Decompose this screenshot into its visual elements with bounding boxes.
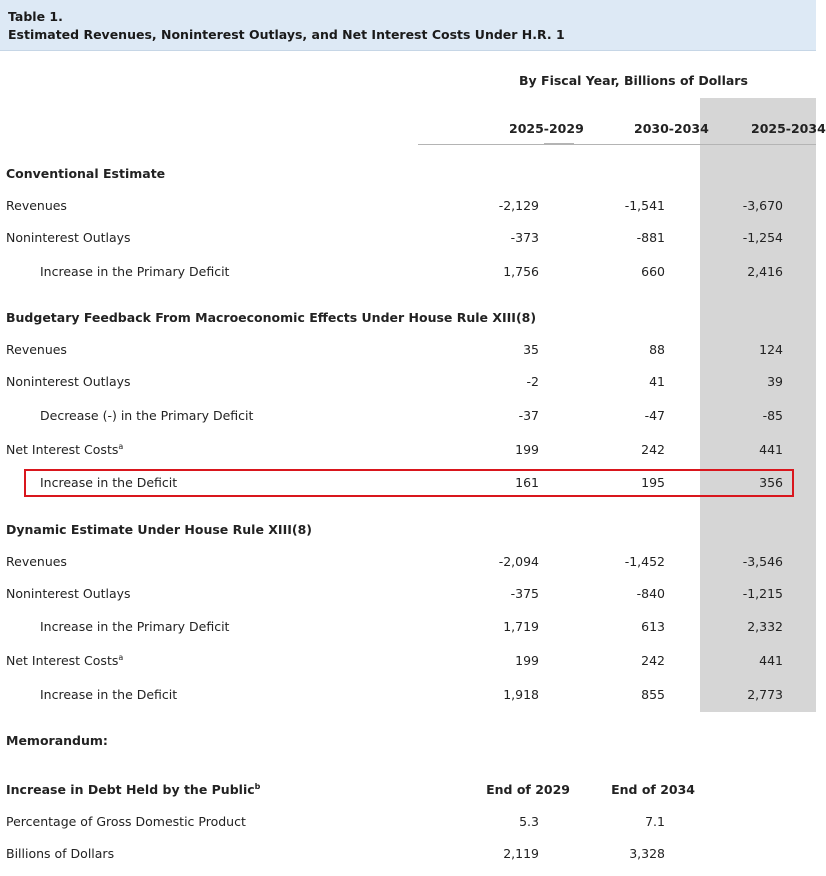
- cell-value: -1,254: [742, 230, 783, 245]
- cell-value: 1,756: [503, 264, 539, 279]
- row-label-net-interest: [6, 442, 123, 457]
- header-rule: [418, 144, 816, 145]
- cell-value: 2,119: [503, 846, 539, 861]
- cell-value: 41: [649, 374, 665, 389]
- footnote-marker: a: [118, 441, 124, 451]
- cell-value: 199: [515, 442, 539, 457]
- cell-value: -47: [644, 408, 665, 423]
- column-header-2030-2034: 2030-2034: [634, 121, 709, 136]
- cell-value: 35: [523, 342, 539, 357]
- cell-value: 7.1: [645, 814, 665, 829]
- debt-row-label: [6, 782, 260, 797]
- cell-value: -1,215: [742, 586, 783, 601]
- cell-value: -37: [518, 408, 539, 423]
- section-title-conventional: Conventional Estimate: [6, 166, 166, 181]
- cell-value: -1,452: [624, 554, 665, 569]
- cell-value: -2: [526, 374, 539, 389]
- cell-value: -2,129: [498, 198, 539, 213]
- cell-value: -881: [636, 230, 665, 245]
- row-label: Noninterest Outlays: [6, 586, 131, 601]
- row-label: Decrease (-) in the Primary Deficit: [40, 408, 254, 423]
- footnote-marker: b: [254, 781, 261, 791]
- cell-value: 39: [767, 374, 783, 389]
- table-number: Table 1.: [8, 9, 63, 24]
- cell-value: -1,541: [624, 198, 665, 213]
- table-header: [0, 0, 816, 51]
- row-label: Net Interest Costs: [6, 442, 119, 457]
- cell-value: 195: [641, 475, 665, 490]
- cell-value: -375: [510, 586, 539, 601]
- footnote-marker: a: [118, 652, 124, 662]
- cell-value: 124: [759, 342, 783, 357]
- table-title: Estimated Revenues, Noninterest Outlays, and Net Interest Costs Under H.R. 1: [8, 27, 565, 42]
- cell-value: 441: [759, 442, 783, 457]
- cell-value: -840: [636, 586, 665, 601]
- period-label: By Fiscal Year, Billions of Dollars: [519, 73, 748, 88]
- cell-value: 441: [759, 653, 783, 668]
- cell-value: 613: [641, 619, 665, 634]
- cell-value: 242: [641, 653, 665, 668]
- section-title-memorandum: Memorandum:: [6, 733, 108, 748]
- debt-label: Increase in Debt Held by the Public: [6, 782, 255, 797]
- row-label: Increase in the Deficit: [40, 475, 178, 490]
- row-label: Net Interest Costs: [6, 653, 119, 668]
- cell-value: 1,719: [503, 619, 539, 634]
- column-header-end-2029: End of 2029: [486, 782, 570, 797]
- cell-value: -3,670: [742, 198, 783, 213]
- row-label: Percentage of Gross Domestic Product: [6, 814, 246, 829]
- cell-value: 5.3: [519, 814, 539, 829]
- section-title-feedback: Budgetary Feedback From Macroeconomic Effects Under House Rule XIII(8): [6, 310, 537, 325]
- row-label: Noninterest Outlays: [6, 230, 131, 245]
- cell-value: 356: [759, 475, 783, 490]
- cell-value: 855: [641, 687, 665, 702]
- column-header-2025-2029: 2025-2029: [509, 121, 584, 136]
- cell-value: 199: [515, 653, 539, 668]
- cell-value: 242: [641, 442, 665, 457]
- cell-value: -3,546: [742, 554, 783, 569]
- row-label: Billions of Dollars: [6, 846, 115, 861]
- row-label: Revenues: [6, 342, 67, 357]
- row-label: Revenues: [6, 198, 67, 213]
- cell-value: -85: [762, 408, 783, 423]
- cell-value: 2,773: [747, 687, 783, 702]
- cell-value: 3,328: [629, 846, 665, 861]
- column-header-end-2034: End of 2034: [611, 782, 695, 797]
- row-label: Noninterest Outlays: [6, 374, 131, 389]
- highlight-box: [24, 469, 794, 497]
- cell-value: 88: [649, 342, 665, 357]
- header-rule-mark: [544, 143, 574, 145]
- cell-value: -373: [510, 230, 539, 245]
- row-label: Increase in the Primary Deficit: [40, 619, 230, 634]
- column-header-2025-2034: 2025-2034: [751, 121, 826, 136]
- cell-value: 1,918: [503, 687, 539, 702]
- row-label: Increase in the Primary Deficit: [40, 264, 230, 279]
- section-title-dynamic: Dynamic Estimate Under House Rule XIII(8): [6, 522, 312, 537]
- cell-value: -2,094: [498, 554, 539, 569]
- cell-value: 2,332: [747, 619, 783, 634]
- row-label: Revenues: [6, 554, 67, 569]
- row-label-net-interest: [6, 653, 123, 668]
- cell-value: 660: [641, 264, 665, 279]
- cell-value: 2,416: [747, 264, 783, 279]
- row-label: Increase in the Deficit: [40, 687, 178, 702]
- cell-value: 161: [515, 475, 539, 490]
